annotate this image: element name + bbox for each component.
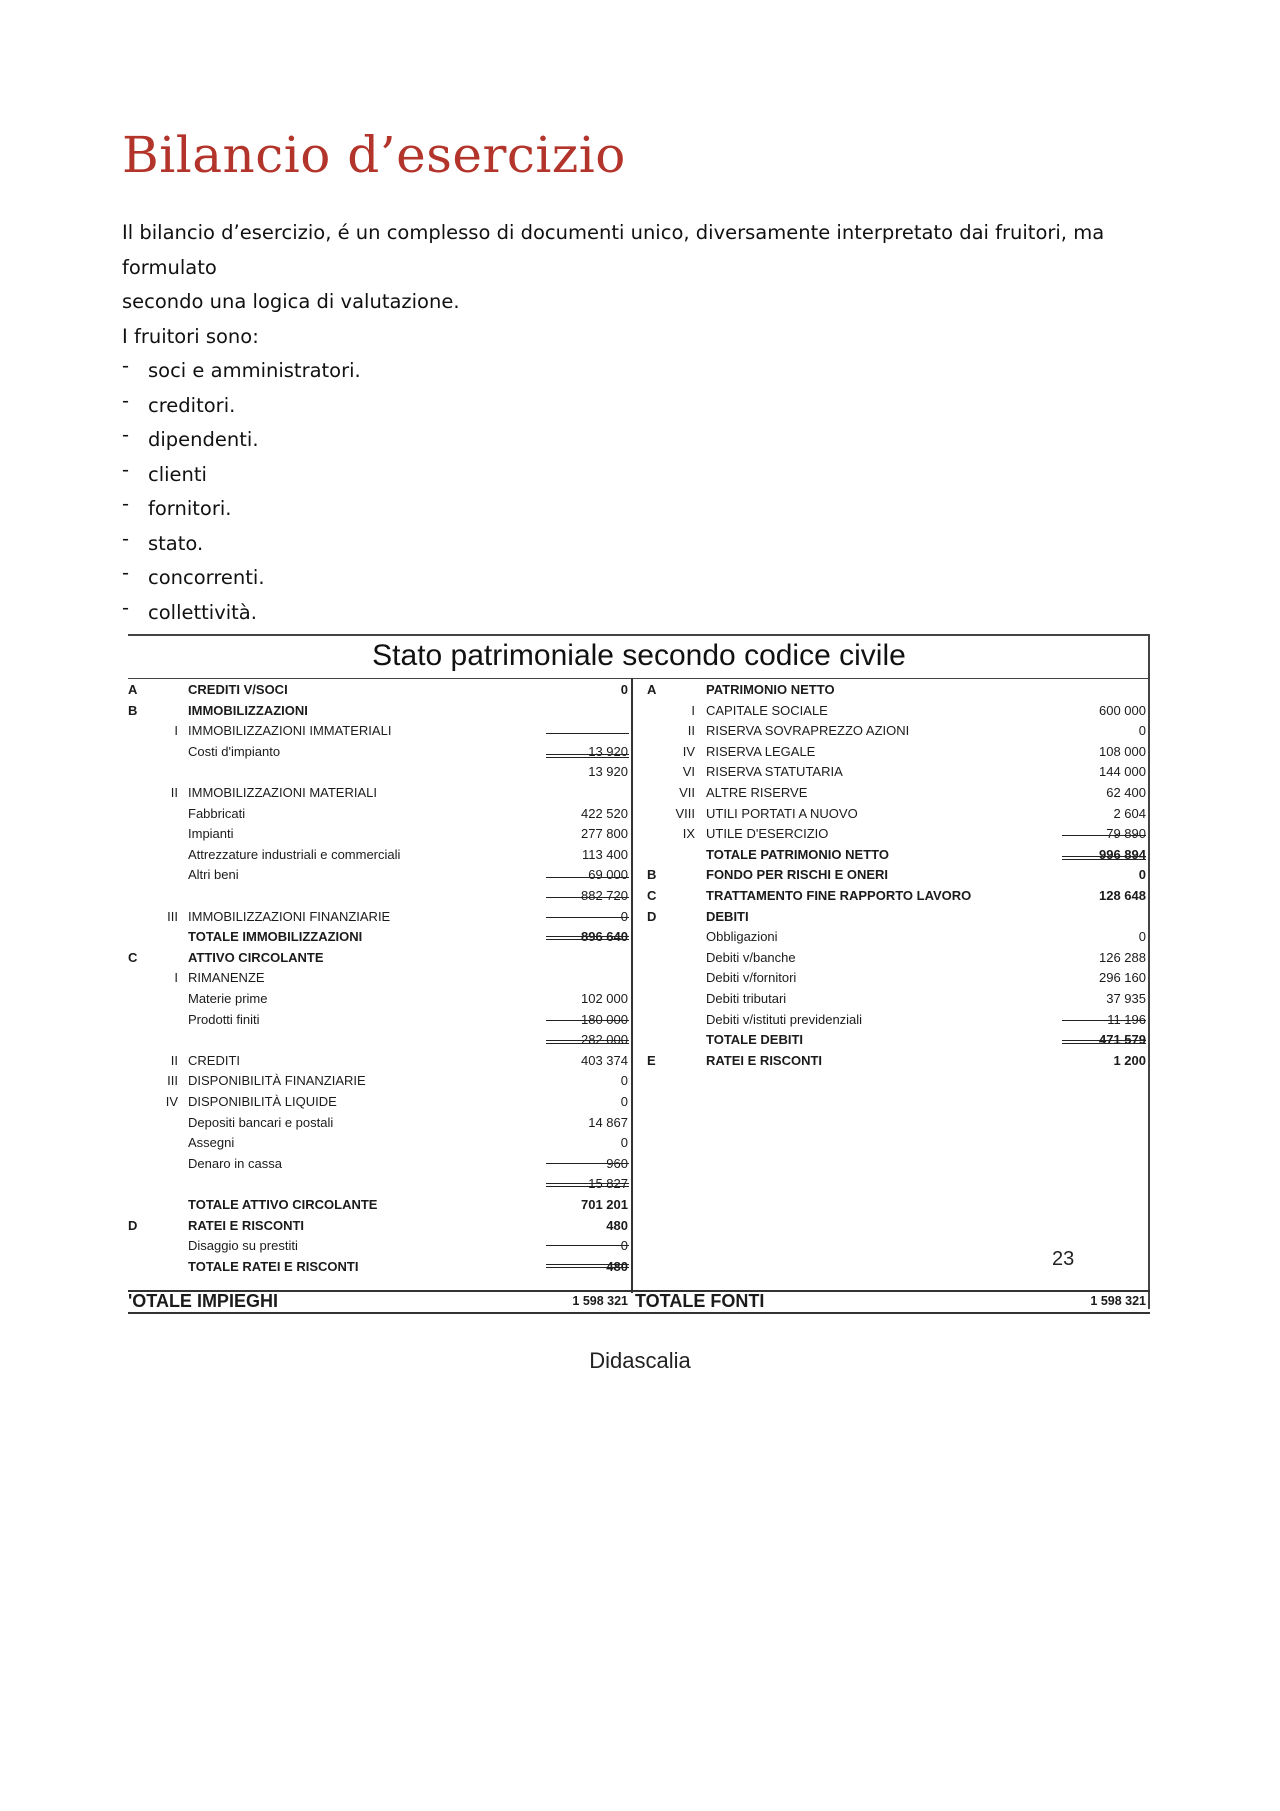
row-label: RIMANENZE — [188, 970, 265, 986]
row-label: Debiti v/istituti previdenziali — [706, 1011, 863, 1027]
sub-code: II — [170, 785, 178, 800]
section-code: B — [647, 867, 657, 883]
row-label: IMMOBILIZZAZIONI FINANZIARIE — [188, 908, 391, 924]
row-value: 180 000 — [581, 1011, 628, 1027]
sub-code: III — [167, 1073, 178, 1089]
row-value: 960 — [606, 1155, 628, 1171]
right-table-row — [128, 824, 1150, 843]
intro-paragraph-line-2: secondo una logica di valutazione. — [122, 290, 460, 313]
list-item-text: creditori. — [148, 393, 236, 417]
row-value: 1 200 — [1113, 1052, 1146, 1068]
row-value: 108 000 — [1099, 743, 1146, 759]
left-table-row — [128, 1092, 1150, 1111]
total-fonti-value: 1 598 321 — [1090, 1294, 1146, 1308]
row-label: Materie prime — [188, 991, 268, 1006]
row-value: 102 000 — [581, 991, 628, 1006]
right-table-row — [128, 968, 1150, 987]
list-item — [122, 458, 1162, 493]
sub-code: I — [174, 970, 178, 986]
page-title: Bilancio d’esercizio — [122, 126, 626, 184]
sub-code: VIII — [675, 805, 695, 821]
section-code: A — [647, 682, 657, 697]
subtotal-rule — [546, 897, 629, 898]
right-table-row — [128, 762, 1150, 781]
row-label: RISERVA STATUTARIA — [706, 764, 843, 780]
list-item — [122, 423, 1162, 458]
subtotal-rule — [546, 917, 629, 918]
row-value: 701 201 — [581, 1197, 628, 1212]
row-label: UTILI PORTATI A NUOVO — [706, 805, 858, 821]
row-value: 0 — [1138, 723, 1146, 739]
bullet-dash: - — [122, 354, 130, 377]
subtotal-rule — [546, 877, 629, 878]
list-item-text: concorrenti. — [148, 566, 265, 589]
section-code: D — [647, 908, 657, 924]
row-label: RATEI E RISCONTI — [706, 1052, 823, 1068]
row-value: 0 — [1138, 929, 1146, 945]
row-label: Debiti v/fornitori — [706, 970, 797, 986]
left-table-row — [128, 1154, 1150, 1173]
subtotal-double-rule — [546, 1183, 629, 1187]
sub-code: IV — [165, 1094, 178, 1109]
row-label: CREDITI V/SOCI — [188, 682, 288, 697]
list-item — [122, 389, 1162, 424]
list-item-text: clienti — [148, 462, 207, 486]
row-value: 0 — [620, 1135, 628, 1151]
row-value: 69 000 — [588, 867, 628, 883]
row-value: 471 579 — [1099, 1032, 1146, 1048]
intro-paragraph-line-1: Il bilancio d’esercizio, é un complesso di documenti unico, diversamente interpretato dai fruitori, ma formulato — [122, 221, 1105, 279]
row-label: Impianti — [188, 826, 234, 842]
row-value: 296 160 — [1099, 970, 1146, 986]
row-label: Obbligazioni — [706, 929, 778, 945]
section-code: E — [647, 1052, 656, 1068]
row-value: 2 604 — [1113, 805, 1146, 821]
row-label: DEBITI — [706, 908, 749, 924]
right-table-row — [128, 865, 1150, 884]
left-table-row — [128, 1257, 1150, 1276]
row-value: 79 890 — [1106, 826, 1146, 842]
sub-code: II — [687, 723, 695, 739]
row-label: Denaro in cassa — [188, 1155, 282, 1171]
subtotal-double-rule — [546, 1264, 629, 1268]
right-table-row — [128, 927, 1150, 946]
row-label: Depositi bancari e postali — [188, 1114, 334, 1130]
section-code: A — [128, 682, 138, 697]
list-item-text: dipendenti. — [148, 428, 259, 451]
row-value: 0 — [620, 1238, 628, 1254]
subtotal-double-rule — [546, 1040, 629, 1044]
right-table-row — [128, 1010, 1150, 1029]
row-label: TOTALE IMMOBILIZZAZIONI — [188, 929, 363, 945]
row-value: 144 000 — [1099, 764, 1146, 780]
sub-code: I — [691, 702, 695, 718]
fruitori-label: I fruitori sono: — [122, 324, 259, 348]
row-value: 480 — [606, 1217, 628, 1233]
row-value: 882 720 — [581, 888, 628, 903]
right-table-row — [128, 701, 1150, 720]
row-value: 996 894 — [1099, 846, 1146, 862]
figure-title-divider — [128, 678, 1150, 679]
bullet-dash: - — [122, 561, 130, 584]
left-table-row — [128, 1113, 1150, 1132]
list-item — [122, 354, 1162, 389]
bullet-dash: - — [122, 492, 130, 515]
sub-code: IX — [682, 826, 695, 842]
right-table-row — [128, 907, 1150, 926]
list-item-text: fornitori. — [148, 497, 232, 520]
row-value: 128 648 — [1099, 888, 1146, 903]
row-label: IMMOBILIZZAZIONI MATERIALI — [188, 785, 377, 800]
totals-bottom-rule — [128, 1312, 1150, 1314]
row-label: Prodotti finiti — [188, 1011, 260, 1027]
row-value: 0 — [620, 682, 628, 697]
list-item — [122, 596, 1162, 631]
total-fonti-label: TOTALE FONTI — [635, 1291, 765, 1311]
subtotal-double-rule — [546, 936, 629, 940]
row-label: UTILE D'ESERCIZIO — [706, 826, 829, 842]
bullet-dash: - — [122, 457, 130, 481]
row-label: CAPITALE SOCIALE — [706, 702, 828, 718]
row-label: Disaggio su prestiti — [188, 1238, 298, 1254]
row-label: ATTIVO CIRCOLANTE — [188, 949, 324, 965]
row-label: RISERVA SOVRAPREZZO AZIONI — [706, 723, 910, 739]
sub-code: IV — [682, 743, 695, 759]
sub-code: III — [167, 908, 178, 924]
right-table-row — [128, 721, 1150, 740]
row-label: CREDITI — [188, 1052, 240, 1068]
row-label: Costi d'impianto — [188, 743, 281, 759]
row-value: 0 — [620, 908, 628, 924]
row-value: 15 827 — [588, 1176, 628, 1192]
left-table-row — [128, 1216, 1150, 1235]
row-value: 480 — [606, 1258, 628, 1274]
left-table-row — [128, 1133, 1150, 1152]
row-value: 403 374 — [581, 1052, 628, 1068]
row-label: IMMOBILIZZAZIONI — [188, 702, 308, 718]
right-table-row — [128, 886, 1150, 905]
row-label: PATRIMONIO NETTO — [706, 682, 835, 697]
figure-top-border — [128, 634, 1150, 636]
sub-code: II — [170, 1052, 178, 1068]
bullet-dash: - — [122, 388, 130, 412]
subtotal-rule — [546, 1163, 629, 1164]
row-label: TRATTAMENTO FINE RAPPORTO LAVORO — [706, 888, 972, 903]
subtotal-rule — [546, 1245, 629, 1246]
page-number: 23 — [1052, 1248, 1075, 1270]
right-table-row — [128, 1051, 1150, 1070]
row-label: RISERVA LEGALE — [706, 743, 816, 759]
figure-caption: Didascalia — [589, 1348, 691, 1373]
bullet-dash: - — [122, 595, 130, 619]
row-value: 600 000 — [1099, 702, 1146, 718]
row-label: Altri beni — [188, 867, 239, 883]
row-value: 14 867 — [588, 1114, 628, 1130]
left-table-row — [128, 1195, 1150, 1214]
list-item-text: stato. — [148, 531, 204, 555]
row-value: 896 640 — [581, 929, 628, 945]
row-label: DISPONIBILITÀ FINANZIARIE — [188, 1073, 366, 1089]
list-item — [122, 527, 1162, 562]
right-table-row — [128, 742, 1150, 761]
section-code: C — [128, 949, 138, 965]
total-impieghi-value: 1 598 321 — [572, 1294, 628, 1308]
sub-code: VII — [679, 785, 695, 800]
row-value: 11 196 — [1107, 1011, 1146, 1027]
section-code: C — [647, 888, 657, 903]
row-value: 37 935 — [1106, 991, 1146, 1006]
row-value: 113 400 — [581, 846, 628, 862]
row-value: 282 000 — [581, 1032, 628, 1048]
right-table-row — [128, 783, 1150, 802]
section-code: B — [128, 702, 138, 718]
right-table-row — [128, 845, 1150, 864]
row-label: Debiti tributari — [706, 991, 787, 1006]
right-table-row — [128, 680, 1150, 699]
row-value: 13 920 — [588, 764, 628, 780]
left-table-row — [128, 1071, 1150, 1090]
subtotal-double-rule — [1062, 1040, 1146, 1044]
row-label: Assegni — [188, 1135, 235, 1151]
subtotal-double-rule — [1062, 856, 1146, 860]
row-label: Fabbricati — [188, 805, 246, 821]
row-value: 0 — [1138, 867, 1146, 883]
row-label: RATEI E RISCONTI — [188, 1217, 305, 1233]
right-table-row — [128, 989, 1150, 1008]
row-value: 0 — [620, 1073, 628, 1089]
left-table-row — [128, 1174, 1150, 1193]
row-value: 126 288 — [1099, 949, 1146, 965]
right-table-row — [128, 948, 1150, 967]
row-label: TOTALE PATRIMONIO NETTO — [706, 846, 889, 862]
row-value: 13 920 — [588, 743, 628, 759]
figure-title: Stato patrimoniale secondo codice civile — [372, 639, 906, 672]
total-impieghi-label: 'OTALE IMPIEGHI — [128, 1291, 278, 1311]
intro-paragraph — [122, 216, 1162, 320]
section-code: D — [128, 1217, 138, 1233]
left-table-row — [128, 1236, 1150, 1255]
list-item-text: collettività. — [148, 600, 257, 624]
bullet-dash: - — [122, 526, 130, 550]
fruitori-list — [122, 354, 1162, 630]
row-label: Debiti v/banche — [706, 949, 796, 965]
bullet-dash: - — [122, 423, 130, 446]
list-item-text: soci e amministratori. — [148, 359, 361, 382]
sub-code: VI — [682, 764, 695, 780]
row-label: TOTALE DEBITI — [706, 1032, 804, 1048]
row-label: TOTALE RATEI E RISCONTI — [188, 1258, 359, 1274]
subtotal-rule — [546, 1020, 629, 1021]
subtotal-rule — [546, 733, 629, 734]
row-value: 62 400 — [1106, 785, 1146, 800]
subtotal-rule — [1062, 1020, 1146, 1021]
right-table-row — [128, 1030, 1150, 1049]
row-label: ALTRE RISERVE — [706, 785, 808, 800]
sub-code: I — [174, 723, 178, 739]
subtotal-double-rule — [546, 754, 629, 758]
row-label: FONDO PER RISCHI E ONERI — [706, 867, 889, 883]
list-item — [122, 561, 1162, 596]
right-table-row — [128, 804, 1150, 823]
row-label: TOTALE ATTIVO CIRCOLANTE — [188, 1197, 378, 1212]
row-label: DISPONIBILITÀ LIQUIDE — [188, 1094, 337, 1109]
subtotal-rule — [1062, 835, 1146, 836]
row-label: IMMOBILIZZAZIONI IMMATERIALI — [188, 723, 392, 739]
intro-section — [122, 216, 1162, 630]
balance-sheet-figure — [128, 634, 1150, 1314]
list-item — [122, 492, 1162, 527]
row-value: 422 520 — [581, 805, 628, 821]
row-label: Attrezzature industriali e commerciali — [188, 846, 401, 862]
row-value: 0 — [620, 1094, 628, 1109]
row-value: 277 800 — [581, 826, 628, 842]
